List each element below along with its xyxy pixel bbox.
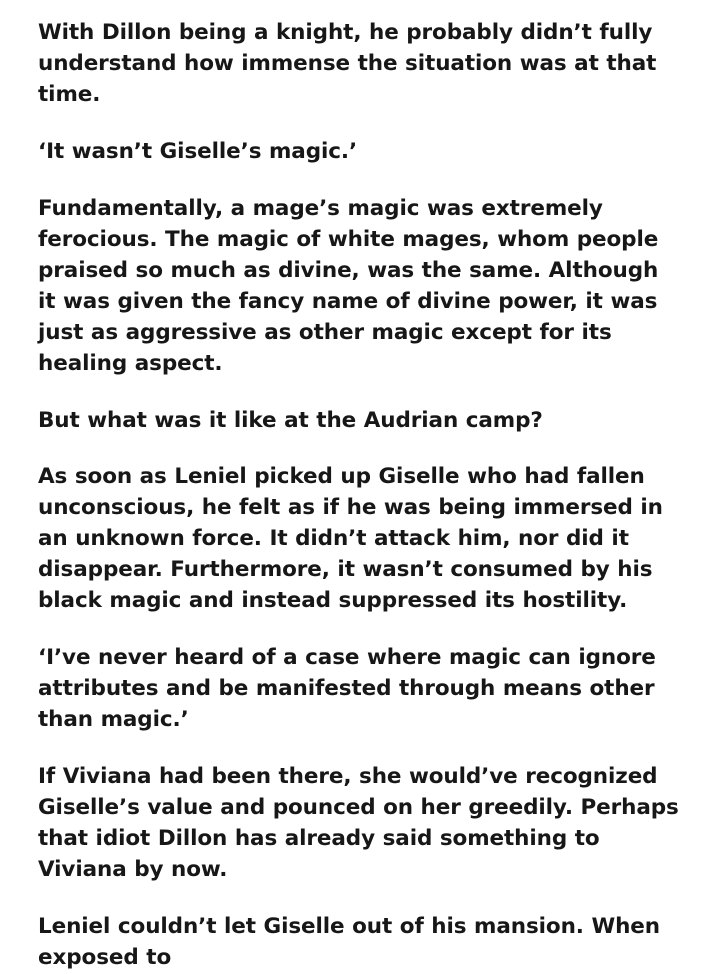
paragraph: Leniel couldn’t let Giselle out of his mansion. When exposed to	[38, 913, 660, 970]
paragraph: If Viviana had been there, she would’ve recognized Giselle’s value and pounced on her greedily. Perhaps that idiot Dillon has already said something to Viviana by now.	[38, 764, 679, 882]
paragraph: ‘It wasn’t Giselle’s magic.’	[38, 138, 358, 164]
paragraph: ‘I’ve never heard of a case where magic can ignore attributes and be manifested through means other than magic.’	[38, 645, 656, 733]
paragraph: As soon as Leniel picked up Giselle who had fallen unconscious, he felt as if he was being immersed in an unknown force. It didn’t attack him, nor did it disappear. Furthermore, it wasn’t consumed by his black magic and instead suppressed its hostility.	[38, 464, 663, 614]
paragraph: Fundamentally, a mage’s magic was extremely ferocious. The magic of white mages, whom people praised so much as divine, was the same. Although it was given the fancy name of divine power, it was just as aggressive as other magic except for its healing aspect.	[38, 195, 659, 376]
paragraph: But what was it like at the Audrian camp?	[38, 407, 543, 433]
paragraph: With Dillon being a knight, he probably didn’t fully understand how immense the situation was at that time.	[38, 20, 657, 107]
